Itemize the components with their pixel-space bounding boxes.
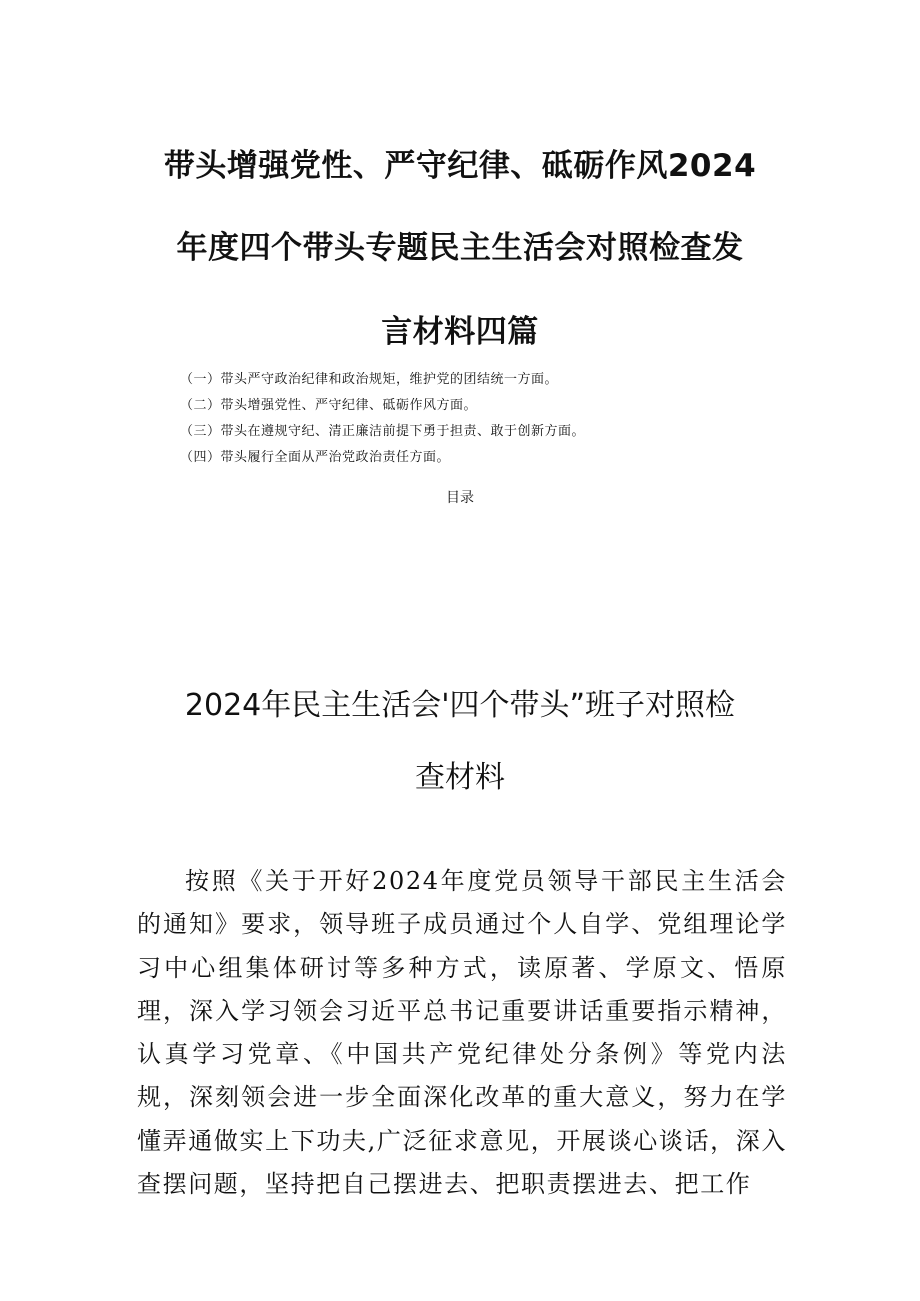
toc-heading: 目录 (446, 490, 474, 506)
toc-item-4: （四）带头履行全面从严治党政治责任方面。 (180, 450, 451, 465)
toc-item-1: （一）带头严守政治纪律和政治规矩，维护党的团结统一方面。 (180, 372, 559, 387)
document-title-line-3: 言材料四篇 (381, 314, 539, 350)
document-title-line-2: 年度四个带头专题民主生活会对照检查发 (176, 230, 744, 266)
body-paragraph: 按照《关于开好2024年度党员领导干部民主生活会的通知》要求，领导班子成员通过个人自学、党组理论学习中心组集体研讨等多种方式，读原著、学原文、悟原理，深入学习领会习近平总书记重要讲话重要指示精神，认真学习党章、《中国共产党纪律处分条例》等党内法规，深刻领会进一步全面深化改革的重大意义，努力在学懂弄通做实上下功夫,广泛征求意见，开展谈心谈话，深入查摆问题，坚持把自己摆进去、把职责摆进去、把工作 (137, 867, 787, 1199)
section-title-line-1: 2024年民主生活会'四个带头”班子对照检 (184, 688, 736, 723)
document-title-line-1: 带头增强党性、严守纪律、砥砺作风2024 (163, 148, 757, 184)
section-title-line-2: 查材料 (415, 760, 505, 795)
toc-item-3: （三）带头在遵规守纪、清正廉洁前提下勇于担责、敢于创新方面。 (180, 424, 586, 439)
toc-item-2: （二）带头增强党性、严守纪律、砥砺作风方面。 (180, 398, 478, 413)
